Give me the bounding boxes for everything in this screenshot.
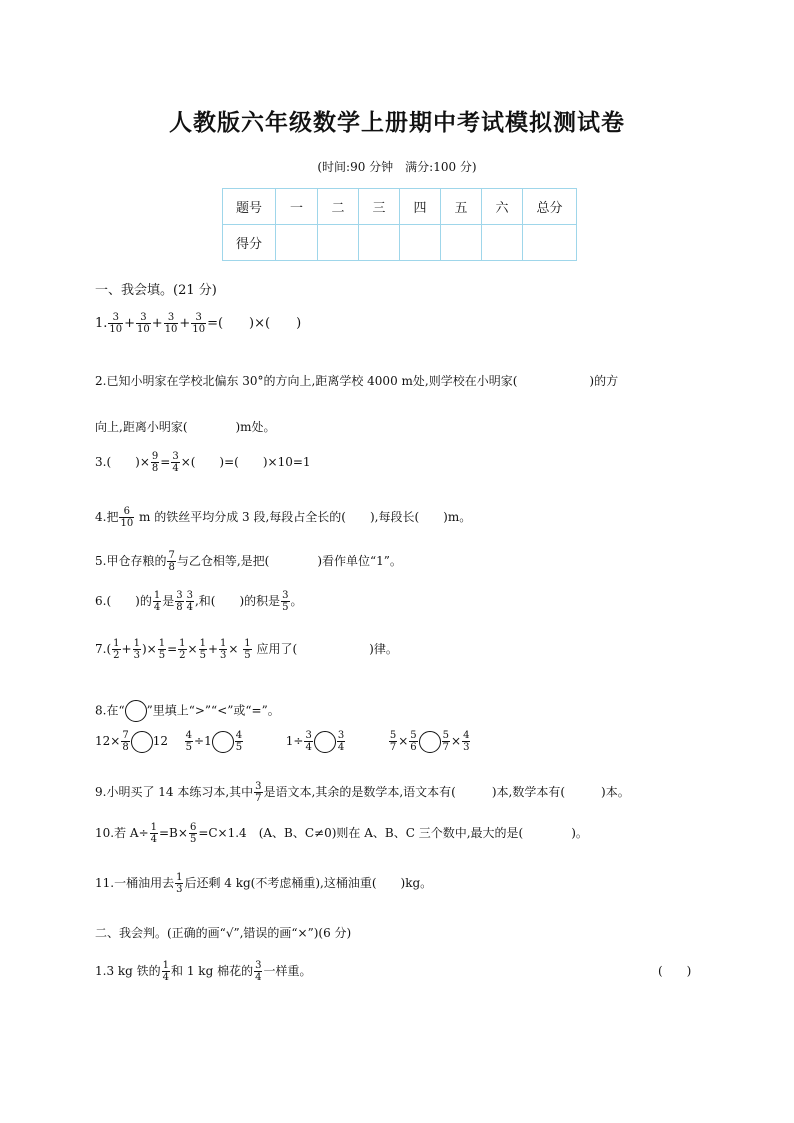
score-cell[interactable] bbox=[318, 225, 359, 261]
score-header-cell: 二 bbox=[318, 189, 359, 225]
score-header-cell: 题号 bbox=[223, 189, 276, 225]
judgement-question-1: 1.3 kg 铁的 $\frac{1}{4}$ 和 1 kg 棉花的 $\frac{3}{4}$ 一样重。 bbox=[95, 960, 312, 983]
score-header-cell: 三 bbox=[359, 189, 400, 225]
score-table bbox=[222, 188, 577, 261]
fraction: $\frac{5}{7}$ bbox=[389, 730, 397, 753]
fraction: $\frac{4}{5}$ bbox=[185, 730, 193, 753]
fraction: $\frac{9}{8}$ bbox=[151, 451, 159, 474]
fraction: $\frac{3}{8}$ bbox=[176, 590, 183, 613]
question-7: 7.( $\frac{1}{2}$ + $\frac{1}{3}$ )× $\frac{1}{5}$ = $\frac{1}{2}$ × $\frac{1}{5}$ + $\frac{1}{3}$ × $\frac{1}{5}$ 应用了( )律。 bbox=[95, 638, 398, 661]
fraction: $\frac{1}{4}$ bbox=[153, 590, 161, 613]
score-header-cell: 总分 bbox=[523, 189, 577, 225]
score-table-score-row bbox=[223, 225, 577, 261]
score-header-cell: 五 bbox=[441, 189, 482, 225]
page-title: 人教版六年级数学上册期中考试模拟测试卷 bbox=[169, 109, 625, 136]
fraction: $\frac{3}{10}$ bbox=[137, 312, 150, 335]
fraction: $\frac{4}{3}$ bbox=[463, 730, 470, 753]
fraction: $\frac{3}{4}$ bbox=[186, 590, 193, 613]
question-2-line-2: 向上,距离小明家( )m处。 bbox=[95, 420, 276, 434]
fraction: $\frac{3}{10}$ bbox=[164, 312, 178, 335]
q1-answer-blanks[interactable]: =( )×( ) bbox=[207, 316, 302, 331]
judgement-answer-blank[interactable]: ( ) bbox=[658, 964, 692, 978]
comparison-circle-icon[interactable] bbox=[131, 731, 153, 753]
comparison-circle-icon[interactable] bbox=[419, 731, 441, 753]
question-3: 3.( )× $\frac{9}{8}$ = $\frac{3}{4}$ ×( )=( )×10=1 bbox=[95, 451, 311, 474]
fraction: $\frac{3}{4}$ bbox=[255, 960, 262, 983]
question-4: 4.把 $\frac{6}{10}$ m 的铁丝平均分成 3 段,每段占全长的( ),每段长( )m。 bbox=[95, 506, 472, 529]
fraction: $\frac{5}{6}$ bbox=[410, 730, 417, 753]
q8-item-4: $\frac{5}{7}$ × $\frac{5}{6}$ $\frac{5}{7}$ × $\frac{4}{3}$ bbox=[389, 730, 470, 753]
question-8-items bbox=[95, 730, 471, 753]
question-9: 9.小明买了 14 本练习本,其中 $\frac{3}{7}$ 是语文本,其余的是数学本,语文本有( )本,数学本有( )本。 bbox=[95, 781, 630, 804]
comparison-circle-icon[interactable] bbox=[314, 731, 336, 753]
page-subtitle: (时间:90 分钟 满分:100 分) bbox=[317, 160, 477, 174]
fraction: $\frac{3}{4}$ bbox=[337, 730, 345, 753]
q8-item-1: 12× $\frac{7}{8}$ 12 bbox=[95, 730, 168, 753]
fraction: $\frac{1}{5}$ bbox=[158, 638, 166, 661]
fraction: $\frac{5}{7}$ bbox=[442, 730, 450, 753]
fraction: $\frac{1}{3}$ bbox=[133, 638, 140, 661]
q1-number: 1. bbox=[95, 316, 108, 331]
score-cell[interactable] bbox=[482, 225, 523, 261]
fraction: $\frac{3}{10}$ bbox=[192, 312, 206, 335]
score-row-label: 得分 bbox=[223, 225, 276, 261]
fraction: $\frac{6}{5}$ bbox=[189, 822, 197, 845]
score-cell[interactable] bbox=[523, 225, 577, 261]
fraction: $\frac{3}{7}$ bbox=[255, 781, 262, 804]
fraction: $\frac{1}{2}$ bbox=[179, 638, 186, 661]
question-5: 5.甲仓存粮的 $\frac{7}{8}$ 与乙仓相等,是把( )看作单位“1”。 bbox=[95, 550, 402, 573]
fraction: $\frac{4}{5}$ bbox=[235, 730, 243, 753]
fraction: $\frac{1}{3}$ bbox=[220, 638, 227, 661]
fraction: $\frac{7}{8}$ bbox=[122, 730, 129, 753]
score-header-cell: 四 bbox=[400, 189, 441, 225]
comparison-circle-icon bbox=[125, 700, 147, 722]
q8-item-2: $\frac{4}{5}$ ÷1 $\frac{4}{5}$ bbox=[185, 730, 243, 753]
question-2-line-1: 2.已知小明家在学校北偏东 30°的方向上,距离学校 4000 m处,则学校在小明家( )的方 bbox=[95, 374, 619, 388]
score-header-cell: 一 bbox=[276, 189, 318, 225]
fraction: $\frac{1}{4}$ bbox=[162, 960, 170, 983]
score-header-cell: 六 bbox=[482, 189, 523, 225]
fraction: $\frac{1}{2}$ bbox=[113, 638, 120, 661]
fraction: $\frac{3}{5}$ bbox=[282, 590, 289, 613]
fraction: $\frac{1}{5}$ bbox=[199, 638, 206, 661]
score-cell[interactable] bbox=[400, 225, 441, 261]
fraction: $\frac{1}{5}$ bbox=[244, 638, 251, 661]
fraction: $\frac{1}{3}$ bbox=[176, 872, 183, 895]
question-8: 8.在“ ”里填上“>”“<”或“=”。 bbox=[95, 700, 280, 722]
q8-item-3: 1÷ $\frac{3}{4}$ $\frac{3}{4}$ bbox=[285, 730, 345, 753]
score-cell[interactable] bbox=[276, 225, 318, 261]
fraction: $\frac{1}{4}$ bbox=[150, 822, 157, 845]
question-10: 10.若 A÷ $\frac{1}{4}$ =B× $\frac{6}{5}$ =C×1.4 (A、B、C≠0)则在 A、B、C 三个数中,最大的是( )。 bbox=[95, 822, 588, 845]
question-11: 11.一桶油用去 $\frac{1}{3}$ 后还剩 4 kg(不考虑桶重),这桶油重( )kg。 bbox=[95, 872, 433, 895]
fraction: $\frac{6}{10}$ bbox=[120, 506, 134, 529]
fraction: $\frac{3}{4}$ bbox=[305, 730, 312, 753]
section-2-heading: 二、我会判。(正确的画“√”,错误的画“×”)(6 分) bbox=[95, 926, 352, 940]
question-1: 1. $\frac{3}{10}$ + $\frac{3}{10}$ + $\frac{3}{10}$ + $\frac{3}{10}$ =( )×( ) bbox=[95, 312, 302, 335]
fraction: $\frac{7}{8}$ bbox=[168, 550, 175, 573]
score-cell[interactable] bbox=[359, 225, 400, 261]
score-cell[interactable] bbox=[441, 225, 482, 261]
question-6: 6.( )的 $\frac{1}{4}$ 是 $\frac{3}{8}$ $\frac{3}{4}$ ,和( )的积是 $\frac{3}{5}$ 。 bbox=[95, 590, 303, 613]
score-table-header-row bbox=[223, 189, 577, 225]
comparison-circle-icon[interactable] bbox=[212, 731, 234, 753]
fraction: $\frac{3}{10}$ bbox=[109, 312, 123, 335]
fraction: $\frac{3}{4}$ bbox=[172, 451, 179, 474]
section-1-heading: 一、我会填。(21 分) bbox=[95, 283, 217, 298]
